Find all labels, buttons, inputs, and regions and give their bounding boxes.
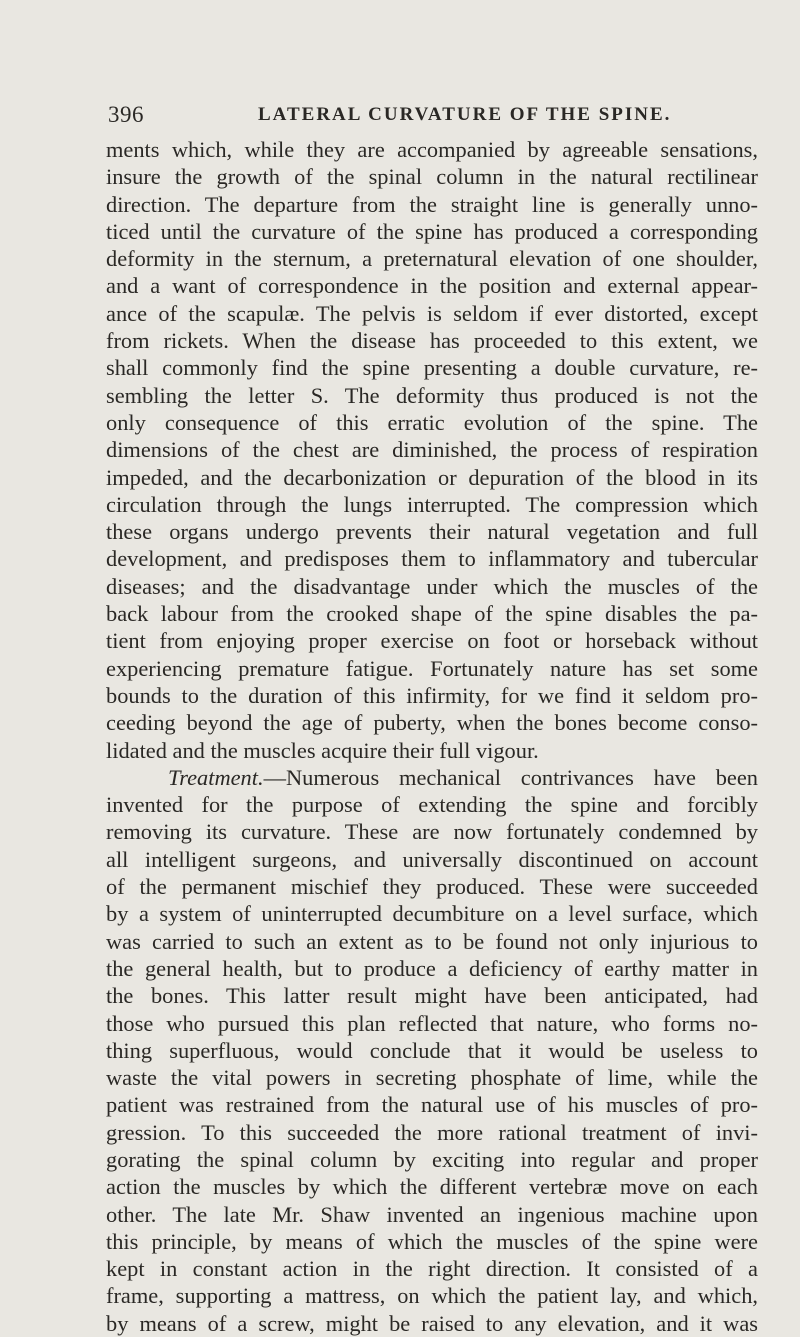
treatment-first-line [106, 764, 758, 791]
text-line: shall commonly find the spine presenting a double curvature, re- [106, 355, 758, 381]
text-line: kept in constant action in the right direction. It consisted of a [106, 1256, 758, 1282]
text-line: development, and predisposes them to inflammatory and tubercular [106, 546, 758, 572]
text-line: sembling the letter S. The deformity thus produced is not the [106, 382, 758, 408]
text-line: only consequence of this erratic evolution of the spine. The [106, 409, 758, 435]
text-line: ceeding beyond the age of puberty, when the bones become conso- [106, 710, 758, 736]
text-line: and a want of correspondence in the position and external appear- [106, 273, 758, 299]
body-text [106, 136, 758, 1337]
text-line: impeded, and the decarbonization or depuration of the blood in its [106, 464, 758, 490]
text-line: this principle, by means of which the muscles of the spine were [106, 1228, 758, 1254]
text-line: all intelligent surgeons, and universally discontinued on account [106, 846, 758, 872]
text-line: gression. To this succeeded the more rational treatment of invi- [106, 1119, 758, 1145]
text-line: the general health, but to produce a deficiency of earthy matter in [106, 955, 758, 981]
text-line: deformity in the sternum, a preternatural elevation of one shoulder, [106, 246, 758, 272]
text-line: other. The late Mr. Shaw invented an ingenious machine upon [106, 1201, 758, 1227]
text-line: ticed until the curvature of the spine has produced a corresponding [106, 218, 758, 244]
text-line: gorating the spinal column by exciting into regular and proper [106, 1146, 758, 1172]
text-line: direction. The departure from the straight line is generally unno- [106, 191, 758, 217]
running-head [108, 102, 748, 132]
treatment-heading: Treatment. [168, 764, 264, 790]
text-line: of the permanent mischief they produced. These were succeeded [106, 874, 758, 900]
text-line: by a system of uninterrupted decumbiture on a level surface, which [106, 901, 758, 927]
text-line: was carried to such an extent as to be found not only injurious to [106, 928, 758, 954]
text-line: insure the growth of the spinal column in the natural rectilinear [106, 164, 758, 190]
text-line: diseases; and the disadvantage under which the muscles of the [106, 573, 758, 599]
text-line: ments which, while they are accompanied by agreeable sensations, [106, 137, 758, 162]
text-line: by means of a screw, might be raised to any elevation, and it was [106, 1310, 758, 1336]
paragraph-last-line: lidated and the muscles acquire their full vigour. [106, 737, 539, 763]
text-line: action the muscles by which the different vertebræ move on each [106, 1174, 758, 1200]
text-line: patient was restrained from the natural use of his muscles of pro- [106, 1092, 758, 1118]
text-line: ance of the scapulæ. The pelvis is seldom if ever distorted, except [106, 300, 758, 326]
text-line: circulation through the lungs interrupted. The compression which [106, 491, 758, 517]
text-line: thing superfluous, would conclude that it would be useless to [106, 1037, 758, 1063]
page-number: 396 [108, 102, 144, 127]
text-line: from rickets. When the disease has proceeded to this extent, we [106, 328, 758, 354]
text-line: those who pursued this plan reflected that nature, who forms no- [106, 1010, 758, 1036]
text-line: dimensions of the chest are diminished, the process of respiration [106, 437, 758, 463]
text-line: the bones. This latter result might have been anticipated, had [106, 983, 758, 1009]
treatment-first-line-text: —Numerous mechanical contrivances have been [263, 764, 758, 790]
running-title: LATERAL CURVATURE OF THE SPINE. [258, 104, 672, 125]
text-line: back labour from the crooked shape of the spine disables the pa- [106, 601, 758, 627]
text-line: tient from enjoying proper exercise on foot or horseback without [106, 628, 758, 654]
text-line: frame, supporting a mattress, on which the patient lay, and which, [106, 1283, 758, 1309]
text-line: bounds to the duration of this infirmity, for we find it seldom pro- [106, 682, 758, 708]
text-line: waste the vital powers in secreting phosphate of lime, while the [106, 1065, 758, 1091]
text-line: these organs undergo prevents their natural vegetation and full [106, 519, 758, 545]
text-line: invented for the purpose of extending the spine and forcibly [106, 792, 758, 818]
text-line: removing its curvature. These are now fortunately condemned by [106, 819, 758, 845]
text-line: experiencing premature fatigue. Fortunately nature has set some [106, 655, 758, 681]
